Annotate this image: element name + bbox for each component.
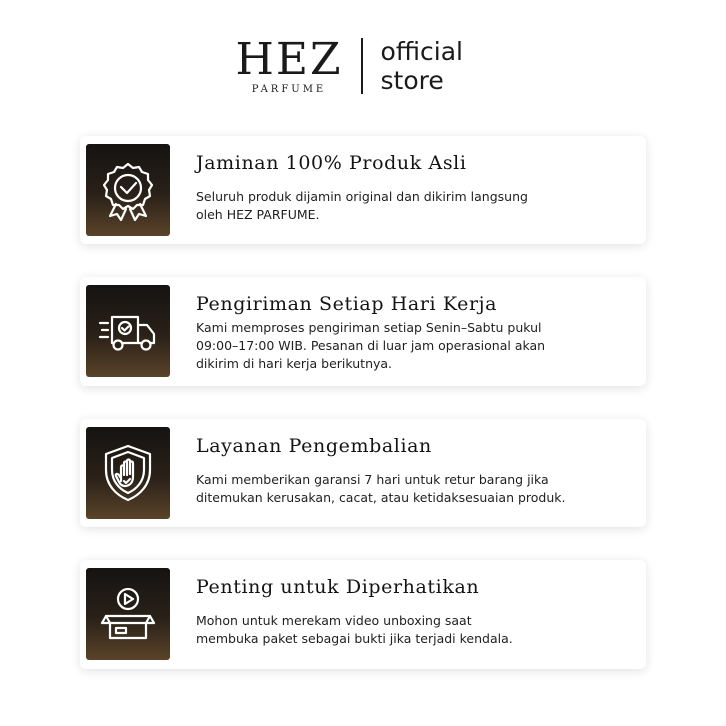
- tagline-line-1: official: [380, 37, 463, 66]
- delivery-truck-icon: [86, 285, 170, 377]
- card-description-line: oleh HEZ PARFUME.: [196, 207, 320, 222]
- card-description: [196, 471, 616, 507]
- card-description-line: 09:00–17:00 WIB. Pesanan di luar jam operasional akan: [196, 338, 546, 353]
- brand-logo-subtitle: PARFUME: [251, 83, 327, 95]
- card-description-line: membuka paket sebagai bukti jika terjadi kendala.: [196, 631, 513, 646]
- info-card-authenticity: [80, 136, 646, 244]
- header-divider: [361, 38, 363, 94]
- card-description-line: Seluruh produk dijamin original dan dikirim langsung: [196, 189, 528, 204]
- card-title: Pengiriman Setiap Hari Kerja: [196, 293, 498, 315]
- info-card-unboxing-notice: [80, 560, 646, 669]
- card-title: Jaminan 100% Produk Asli: [196, 152, 467, 174]
- shield-hand-icon: [86, 427, 170, 519]
- card-description: [196, 319, 616, 373]
- info-card-returns: [80, 419, 646, 527]
- card-description-line: Mohon untuk merekam video unboxing saat: [196, 613, 472, 628]
- card-title: Penting untuk Diperhatikan: [196, 576, 480, 598]
- card-description-line: ditemukan kerusakan, cacat, atau ketidaksesuaian produk.: [196, 490, 566, 505]
- unboxing-video-icon: [86, 568, 170, 660]
- store-tagline: [381, 37, 491, 95]
- tagline-line-2: store: [380, 66, 444, 95]
- info-card-shipping: [80, 277, 646, 386]
- card-description: [196, 188, 616, 224]
- brand-logo-wordmark: HEZ: [235, 33, 343, 85]
- quality-badge-check-icon: [86, 144, 170, 236]
- card-description-line: Kami memproses pengiriman setiap Senin–Sabtu pukul: [196, 320, 542, 335]
- card-description-line: dikirim di hari kerja berikutnya.: [196, 356, 393, 371]
- card-description: [196, 612, 616, 648]
- card-title: Layanan Pengembalian: [196, 435, 432, 457]
- store-header: [0, 34, 726, 98]
- brand-logo: [235, 33, 343, 95]
- card-description-line: Kami memberikan garansi 7 hari untuk retur barang jika: [196, 472, 549, 487]
